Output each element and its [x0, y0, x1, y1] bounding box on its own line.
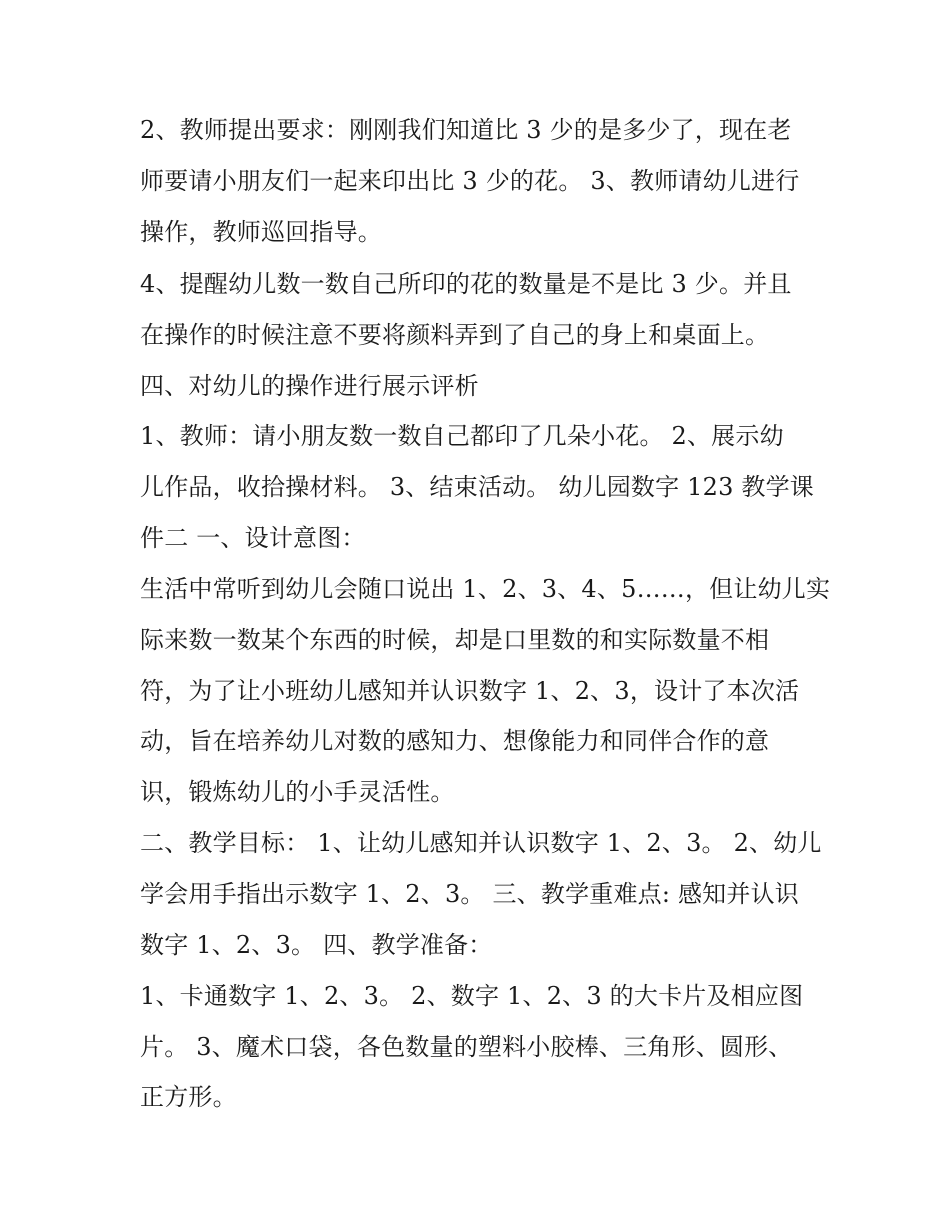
text-line: 2、教师提出要求：刚刚我们知道比 3 少的是多少了，现在老 [140, 116, 792, 144]
text-line: 动，旨在培养幼儿对数的感知力、想像能力和同伴合作的意 [140, 727, 770, 755]
text-line: 正方形。 [140, 1083, 237, 1111]
text-line: 识，锻炼幼儿的小手灵活性。 [140, 778, 455, 806]
text-line: 儿作品，收拾操材料。 3、结束活动。 幼儿园数字 123 教学课 [140, 473, 814, 501]
text-line: 际来数一数某个东西的时候，却是口里数的和实际数量不相 [140, 626, 770, 654]
section-heading: 四、对幼儿的操作进行展示评析 [140, 372, 479, 400]
text-line: 在操作的时候注意不要将颜料弄到了自己的身上和桌面上。 [140, 321, 770, 349]
text-line: 1、卡通数字 1、2、3。 2、数字 1、2、3 的大卡片及相应图 [140, 982, 804, 1010]
text-line: 数字 1、2、3。 四、教学准备： [140, 931, 493, 959]
text-line: 片。 3、魔术口袋，各色数量的塑料小胶棒、三角形、圆形、 [140, 1033, 793, 1061]
text-line: 符，为了让小班幼儿感知并认识数字 1、2、3，设计了本次活 [140, 677, 800, 705]
text-line: 1、教师：请小朋友数一数自己都印了几朵小花。 2、展示幼 [140, 422, 784, 450]
text-line: 操作，教师巡回指导。 [140, 218, 382, 246]
text-line: 生活中常听到幼儿会随口说出 1、2、3、4、5……，但让幼儿实 [140, 575, 831, 603]
text-line: 师要请小朋友们一起来印出比 3 少的花。 3、教师请幼儿进行 [140, 167, 800, 195]
text-line: 学会用手指出示数字 1、2、3。 三、教学重难点: 感知并认识 [140, 880, 799, 908]
text-line: 件二 一、设计意图： [140, 524, 366, 552]
text-line: 4、提醒幼儿数一数自己所印的花的数量是不是比 3 少。并且 [140, 270, 792, 298]
text-line: 二、教学目标： 1、让幼儿感知并认识数字 1、2、3。 2、幼儿 [140, 829, 822, 857]
